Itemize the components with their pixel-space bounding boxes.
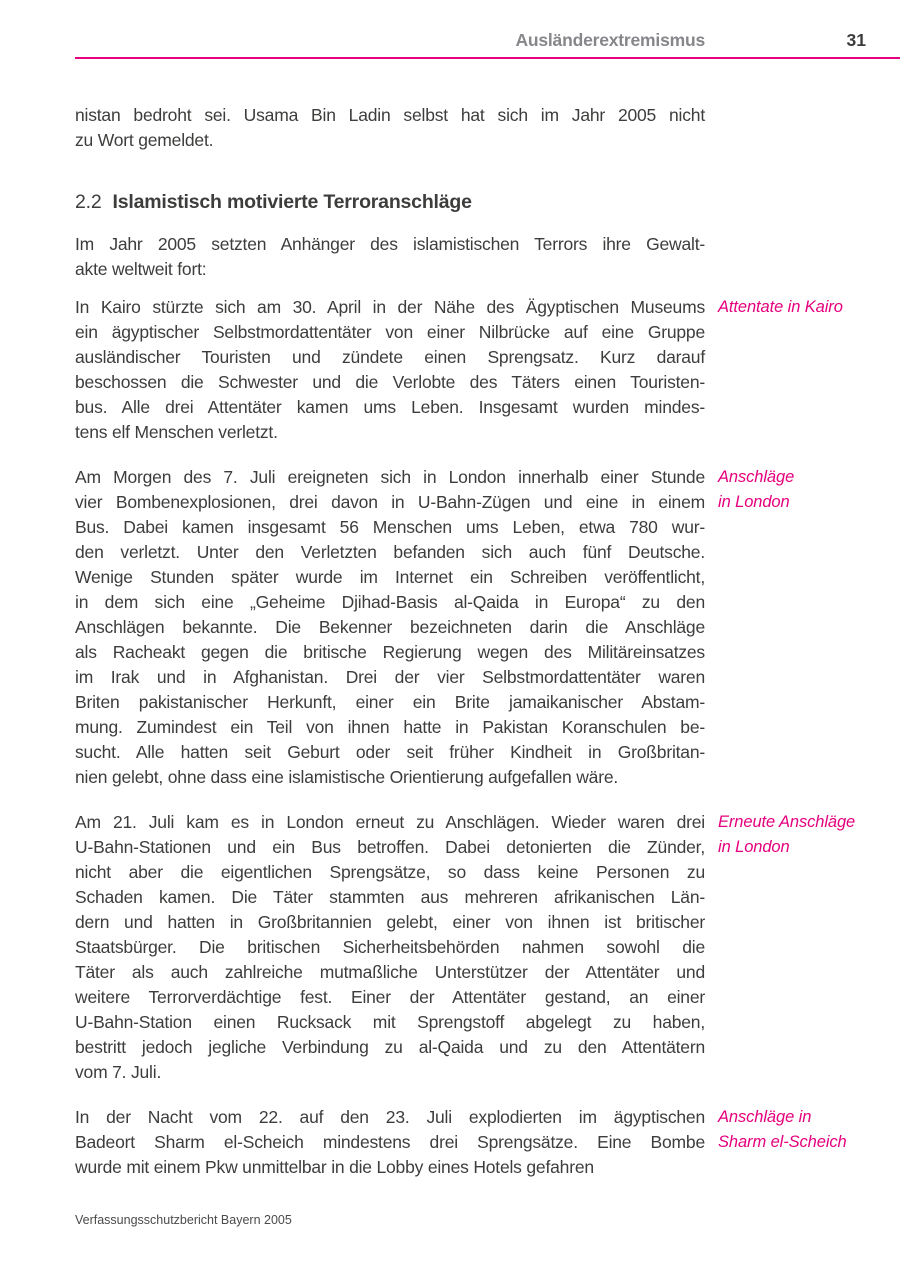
- text-line: In Kairo stürzte sich am 30. April in der Nähe des Ägyptischen Museums: [75, 297, 705, 317]
- header-rule: [75, 57, 900, 59]
- header-page-number: 31: [846, 30, 866, 50]
- text-line: U-Bahn-Stationen und ein Bus betroffen. Dabei detonierten die Zünder,: [75, 837, 705, 857]
- paragraph: [75, 1105, 847, 1180]
- text-line: akte weltweit fort:: [75, 259, 207, 279]
- text-line: nistan bedroht sei. Usama Bin Ladin selbst hat sich im Jahr 2005 nicht: [75, 105, 705, 125]
- text-line: Schaden kamen. Die Täter stammten aus mehreren afrikanischen Län-: [75, 887, 705, 907]
- margin-note-line: Anschläge: [718, 468, 795, 486]
- text-line: nicht aber die eigentlichen Sprengsätze, so dass keine Personen zu: [75, 862, 705, 882]
- text-line: vom 7. Juli.: [75, 1062, 162, 1082]
- text-line: tens elf Menschen verletzt.: [75, 422, 278, 442]
- paragraph: [75, 810, 856, 1085]
- text-line: bus. Alle drei Attentäter kamen ums Leben. Insgesamt wurden mindes-: [75, 397, 705, 417]
- text-line: den verletzt. Unter den Verletzten befanden sich auch fünf Deutsche.: [75, 542, 705, 562]
- text-line: Am 21. Juli kam es in London erneut zu Anschlägen. Wieder waren drei: [75, 812, 705, 832]
- intro-paragraphs: [75, 103, 705, 153]
- header-section-title: Ausländerextremismus: [515, 30, 705, 50]
- text-line: nien gelebt, ohne dass eine islamistische Orientierung aufgefallen wäre.: [75, 767, 619, 787]
- text-line: sucht. Alle hatten seit Geburt oder seit früher Kindheit in Großbritan-: [75, 742, 705, 762]
- section-heading-number: 2.2: [75, 191, 102, 213]
- text-line: in dem sich eine „Geheime Djihad-Basis al-Qaida in Europa“ zu den: [75, 592, 705, 612]
- text-line: U-Bahn-Station einen Rucksack mit Sprengstoff abgelegt zu haben,: [75, 1012, 705, 1032]
- paragraph: [75, 295, 843, 445]
- text-line: In der Nacht vom 22. auf den 23. Juli explodierten im ägyptischen: [75, 1107, 705, 1127]
- page-header: [75, 30, 866, 52]
- text-line: wurde mit einem Pkw unmittelbar in die Lobby eines Hotels gefahren: [75, 1157, 594, 1177]
- text-line: ausländischer Touristen und zündete einen Sprengsatz. Kurz darauf: [75, 347, 705, 367]
- margin-note-line: Attentate in Kairo: [718, 298, 843, 316]
- text-line: Bus. Dabei kamen insgesamt 56 Menschen ums Leben, etwa 780 wur-: [75, 517, 705, 537]
- text-line: bestritt jedoch jegliche Verbindung zu al-Qaida und zu den Attentätern: [75, 1037, 705, 1057]
- text-line: mung. Zumindest ein Teil von ihnen hatte in Pakistan Koranschulen be-: [75, 717, 705, 737]
- text-line: Briten pakistanischer Herkunft, einer ein Brite jamaikanischer Abstam-: [75, 692, 705, 712]
- margin-note: [718, 295, 900, 320]
- paragraph: [75, 465, 795, 790]
- section-heading-title: Islamistisch motivierte Terroranschläge: [112, 191, 472, 213]
- margin-note: [718, 810, 900, 860]
- text-line: ein ägyptischer Selbstmordattentäter von einer Nilbrücke auf eine Gruppe: [75, 322, 705, 342]
- margin-note-line: Anschläge in: [718, 1108, 812, 1126]
- margin-note-line: Sharm el-Scheich: [718, 1133, 847, 1151]
- text-line: zu Wort gemeldet.: [75, 130, 214, 150]
- text-line: Wenige Stunden später wurde im Internet ein Schreiben veröffentlicht,: [75, 567, 705, 587]
- text-line: Täter als auch zahlreiche mutmaßliche Unterstützer der Attentäter und: [75, 962, 705, 982]
- section-paragraphs: [75, 232, 856, 1180]
- footer-text: Verfassungsschutzbericht Bayern 2005: [75, 1213, 292, 1227]
- text-line: beschossen die Schwester und die Verlobte des Täters einen Touristen-: [75, 372, 705, 392]
- paragraph: [75, 103, 705, 153]
- text-line: weitere Terrorverdächtige fest. Einer der Attentäter gestand, an einer: [75, 987, 705, 1007]
- text-line: Badeort Sharm el-Scheich mindestens drei Sprengsätze. Eine Bombe: [75, 1132, 705, 1152]
- text-line: Anschlägen bekannte. Die Bekenner bezeichneten darin die Anschläge: [75, 617, 705, 637]
- margin-note-line: in London: [718, 493, 790, 511]
- margin-note: [718, 1105, 900, 1155]
- text-line: Staatsbürger. Die britischen Sicherheitsbehörden nahmen sowohl die: [75, 937, 705, 957]
- text-line: dern und hatten in Großbritannien gelebt, einer von ihnen ist britischer: [75, 912, 705, 932]
- body-column: [75, 103, 856, 1200]
- text-line: im Irak und in Afghanistan. Drei der vier Selbstmordattentäter waren: [75, 667, 705, 687]
- text-line: Im Jahr 2005 setzten Anhänger des islamistischen Terrors ihre Gewalt-: [75, 234, 705, 254]
- margin-note-line: Erneute Anschläge: [718, 813, 856, 831]
- margin-note-line: in London: [718, 838, 790, 856]
- section-heading: [75, 189, 705, 216]
- text-line: vier Bombenexplosionen, drei davon in U-Bahn-Zügen und eine in einem: [75, 492, 705, 512]
- text-line: Am Morgen des 7. Juli ereigneten sich in London innerhalb einer Stunde: [75, 467, 705, 487]
- paragraph: [75, 232, 705, 282]
- margin-note: [718, 465, 900, 515]
- text-line: als Racheakt gegen die britische Regierung wegen des Militäreinsatzes: [75, 642, 705, 662]
